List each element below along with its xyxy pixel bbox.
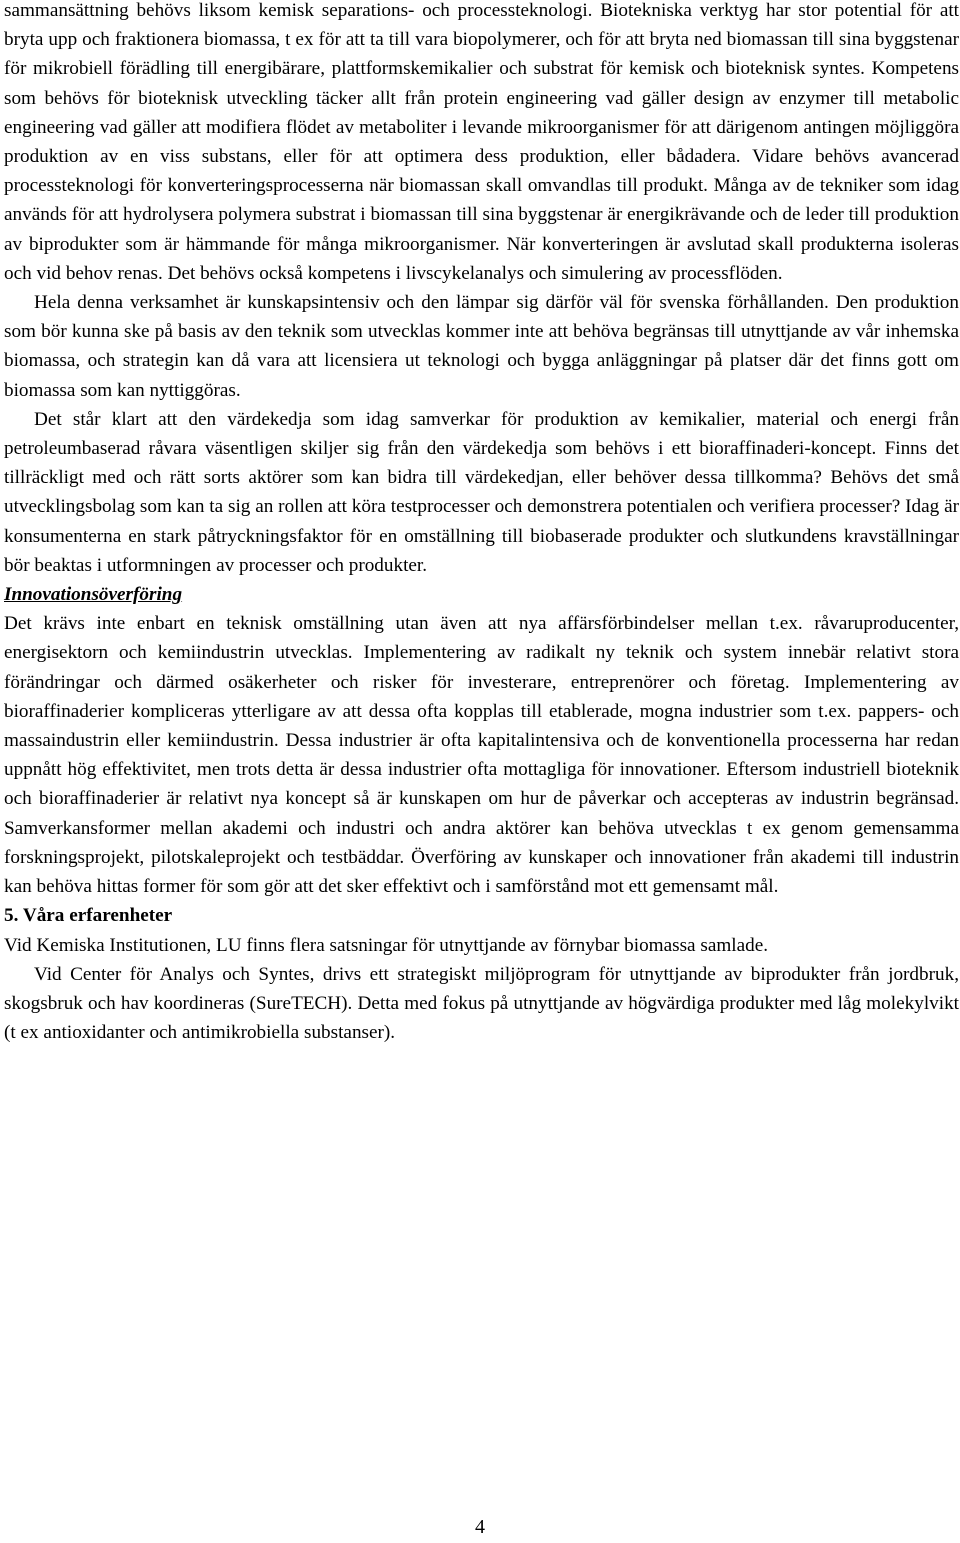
document-page	[4, 0, 959, 1047]
section-heading-innovation: Innovationsöverföring	[4, 584, 183, 606]
experience-paragraph-1: Vid Kemiska Institutionen, LU finns flera satsningar för utnyttjande av förnybar biomassa samlade.	[4, 934, 769, 956]
body-paragraph-1: sammansättning behövs liksom kemisk separations- och processteknologi. Biotekniska verktyg har stor potential för att bryta upp och fraktionera biomassa, t ex för att ta till vara biopolymerer, och för att bryta ned biomassan till sina byggstenar för mikrobiell förädling till energibärare, plattformskemikalier och substrat för kemisk och bioteknisk syntes. Kompetens som behövs för bioteknisk utveckling täcker allt från protein engineering vad gäller design av enzymer till metabolic engineering vad gäller att modifiera flödet av metaboliter i levande mikroorganismer för att därigenom antingen möjliggöra produktion av en viss substans, eller för att optimera dess produktion, eller bådadera. Vidare behövs avancerad processteknologi för konverteringsprocesserna när biomassan skall omvandlas till produkt. Många av de tekniker som idag används för att hydrolysera polymera substrat i biomassan till sina byggstenar är energikrävande och de leder till produktion av biprodukter som är hämmande för många mikroorganismer. När konverteringen är avslutad skall produkterna isoleras och vid behov renas. Det behövs också kompetens i livscykelanalys och simulering av processflöden.	[4, 0, 959, 284]
section-heading-experience: 5. Våra erfarenheter	[4, 905, 173, 927]
experience-paragraph-2: Vid Center för Analys och Syntes, drivs ett strategiskt miljöprogram för utnyttjande av biprodukter från jordbruk, skogsbruk och hav koordineras (SureTECH). Detta med fokus på utnyttjande av högvärdiga produkter med låg molekylvikt (t ex antioxidanter och antimikrobiella substanser).	[4, 963, 959, 1044]
page-number: 4	[475, 1516, 485, 1538]
innovation-paragraph: Det krävs inte enbart en teknisk omställning utan även att nya affärsförbindelser mellan t.ex. råvaruproducenter, energisektorn och kemiindustrin utvecklas. Implementering av radikalt ny teknik och system innebär relativt stora förändringar och därmed osäkerheter och risker för investerare, entreprenörer och företag. Implementering av bioraffinaderier kompliceras ytterligare av att dessa ofta kopplas till etablerade, mogna industrier som t.ex. pappers- och massaindustrin eller kemiindustrin. Dessa industrier är ofta kapitalintensiva och de konventionella processerna har redan uppnått hög effektivitet, men trots detta är dessa industrier ofta mottagliga för innovationer. Eftersom industriell bioteknik och bioraffinaderier är relativt nya koncept så är kunskapen om hur de påverkar och accepteras av industrin begränsad. Samverkansformer mellan akademi och industri och andra aktörer kan behöva utvecklas t ex genom gemensamma forskningsprojekt, pilotskaleprojekt och testbäddar. Överföring av kunskaper och innovationer från akademi till industrin kan behöva hittas former för som gör att det sker effektivt och i samförstånd mot ett gemensamt mål.	[4, 613, 959, 898]
body-paragraph-2: Hela denna verksamhet är kunskapsintensiv och den lämpar sig därför väl för svenska förhållanden. Den produktion som bör kunna ske på basis av den teknik som utvecklas kommer inte att behöva begränsas till utnyttjande av vår inhemska biomassa, och strategin kan då vara att licensiera ut teknologi och bygga anläggningar på platser där det finns gott om biomassa som kan nyttiggöras.	[4, 292, 959, 401]
body-paragraph-3: Det står klart att den värdekedja som idag samverkar för produktion av kemikalier, material och energi från petroleumbaserad råvara väsentligen skiljer sig från den värdekedja som behövs i ett bioraffinaderi-koncept. Finns det tillräckligt med och rätt sorts aktörer som kan bidra till värdekedjan, eller behöver dessa tillkomma? Behövs det små utvecklingsbolag som kan ta sig an rollen att köra testprocesser och demonstrera potentialen och verifiera processer? Idag är konsumenterna en stark påtryckningsfaktor för en omställning till biobaserade produkter och slutkundens kravställningar bör beaktas i utformningen av processer och produkter.	[4, 408, 959, 576]
